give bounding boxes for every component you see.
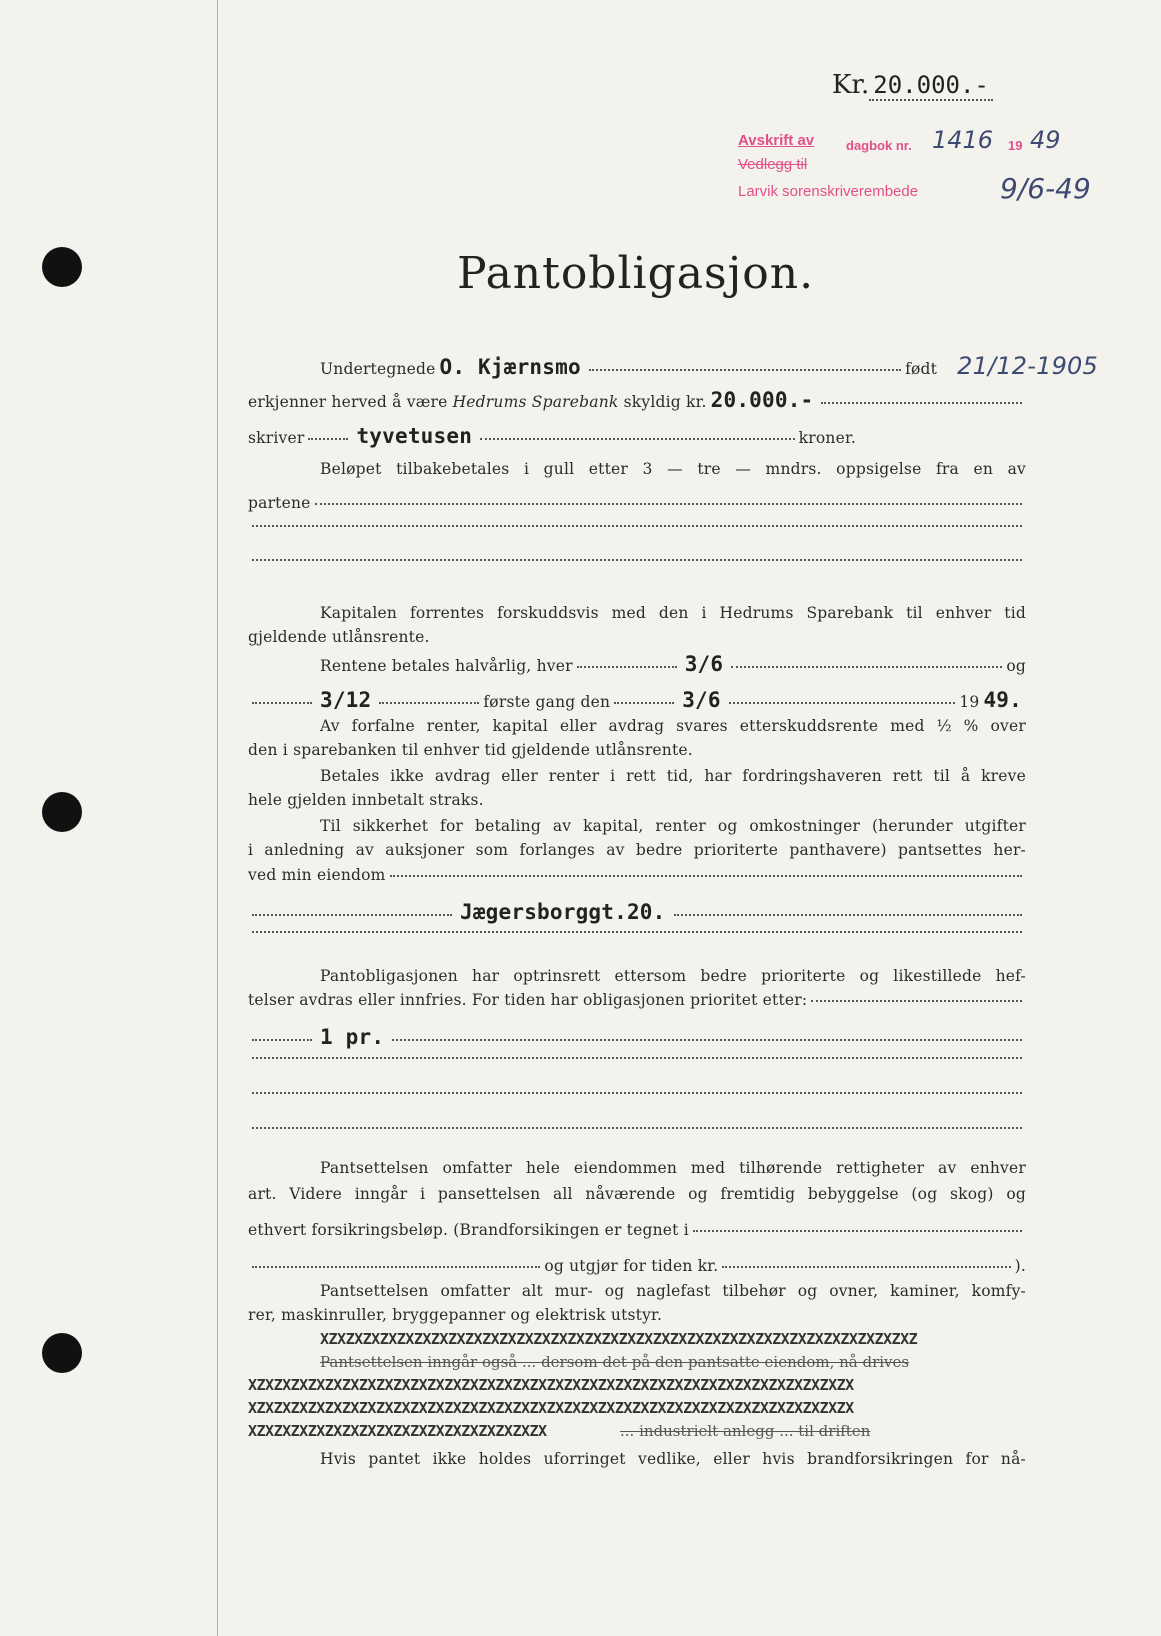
stamp-year: 49 [1030, 126, 1061, 154]
text-line: art. Videre inngår i pansettelsen all nåværende og fremtidig bebyggelse (og skog) og [248, 1185, 1026, 1203]
strikeout-x: XZXZXZXZXZXZXZXZXZXZXZXZXZXZXZXZXZXZXZXZXZXZXZXZXZXZXZXZXZXZXZXZXZXZXZX [248, 1399, 854, 1417]
dotted-fill [252, 1092, 1022, 1094]
property-address: Jægersborggt.20. [460, 900, 666, 924]
stamp-date: 9/6-49 [1000, 172, 1091, 205]
birthdate: 21/12-1905 [957, 352, 1098, 380]
dotted-fill [252, 559, 1022, 561]
dotted-fill [731, 666, 1002, 668]
label: erkjenner herved å være [248, 393, 448, 411]
line-prioritet [248, 991, 1026, 1009]
punch-hole [42, 792, 82, 832]
line-priority [248, 1025, 1026, 1049]
line-forsikring [248, 1221, 1026, 1239]
dotted-fill [252, 1266, 540, 1268]
label: født [905, 360, 938, 378]
interest-date-1: 3/6 [684, 652, 724, 676]
strikeout-x: XZXZXZXZXZXZXZXZXZXZXZXZXZXZXZXZXZXZXZXZXZXZXZXZXZXZXZXZXZXZXZXZXZXZXZX [248, 1376, 854, 1394]
dotted-fill [252, 931, 1022, 933]
text-line: Kapitalen forrentes forskuddsvis med den i Hedrums Sparebank til enhver tid [320, 604, 1026, 622]
loan-amount: 20.000.- [710, 388, 814, 412]
line-utgjor [248, 1257, 1026, 1275]
text-line: gjeldende utlånsrente. [248, 628, 430, 646]
dotted-fill [577, 666, 677, 668]
label: ved min eiendom [248, 866, 386, 884]
stamp-line-office: Larvik sorenskriverembede [738, 183, 919, 200]
dotted-fill [315, 503, 1022, 505]
line-undertegnede [248, 352, 1098, 380]
dotted-fill [308, 438, 348, 440]
dotted-line [248, 1060, 1026, 1062]
dotted-fill [821, 402, 1022, 404]
struck-underlying-text: ... industrielt anlegg ... til driften [620, 1422, 871, 1440]
struck-line [248, 1422, 578, 1440]
line-skriver [248, 424, 1026, 448]
amount-label: Kr. [832, 70, 870, 100]
debtor-name: O. Kjærnsmo [439, 355, 581, 379]
margin-rule [217, 0, 218, 1636]
struck-underlying-text: Pantsettelsen inngår også ... dersom det på den pantsatte eiendom, nå drives [320, 1353, 910, 1371]
dotted-fill [392, 1039, 1022, 1041]
text-line: Betales ikke avdrag eller renter i rett tid, har fordringshaveren rett til å kreve [320, 767, 1026, 785]
document-title: Pantobligasjon. [456, 248, 815, 299]
dotted-line [248, 562, 1026, 564]
first-interest-date: 3/6 [682, 688, 721, 712]
struck-line [248, 1399, 1026, 1417]
interest-date-2: 3/12 [320, 688, 372, 712]
text-line: Pantobligasjonen har optrinsrett ettersom bedre prioriterte og likestillede hef- [320, 967, 1026, 985]
label: og [1006, 657, 1026, 675]
text-line: den i sparebanken til enhver tid gjeldende utlånsrente. [248, 741, 693, 759]
dotted-line [248, 934, 1026, 936]
priority-value: 1 pr. [320, 1025, 385, 1049]
dotted-fill [379, 702, 479, 704]
line-renter [248, 652, 1026, 676]
dotted-line [248, 528, 1026, 530]
label: telser avdras eller innfries. For tiden har obligasjonen prioritet etter: [248, 991, 808, 1009]
line-property [248, 900, 1026, 924]
first-interest-year: 49. [983, 688, 1022, 712]
strikeout-x: XZXZXZXZXZXZXZXZXZXZXZXZXZXZXZXZXZXZXZXZXZXZXZXZXZXZXZXZXZXZXZXZXZXZXZ [320, 1330, 918, 1348]
stamp-line-avskrift: Avskrift av [738, 132, 815, 149]
text-line: Av forfalne renter, kapital eller avdrag svares etterskuddsrente med ½ % over [320, 717, 1026, 735]
label: partene [248, 494, 311, 512]
text-line: i anledning av auksjoner som forlanges av bedre prioriterte panthavere) pantsettes her- [248, 841, 1026, 859]
line-erkjenner [248, 388, 1026, 412]
label: 19 [959, 693, 980, 711]
dotted-fill [252, 702, 312, 704]
dotted-fill [589, 369, 901, 371]
label: Rentene betales halvårlig, hver [320, 657, 573, 675]
dotted-fill [252, 1127, 1022, 1129]
label: og utgjør for tiden kr. [544, 1257, 719, 1275]
strikeout-x: XZXZXZXZXZXZXZXZXZXZXZXZXZXZXZXZXZX [248, 1422, 547, 1440]
dotted-fill [390, 875, 1022, 877]
dotted-line [248, 1130, 1026, 1132]
line-partene [248, 494, 1026, 512]
dotted-fill [614, 702, 674, 704]
dotted-fill [252, 1039, 312, 1041]
line-forste-gang [248, 688, 1026, 712]
text-line: Til sikkerhet for betaling av kapital, renter og omkostninger (herunder utgifter [320, 817, 1026, 835]
struck-line [248, 1376, 1026, 1394]
dotted-fill [252, 525, 1022, 527]
stamp-line-vedlegg: Vedlegg til [738, 156, 808, 173]
text-line: hele gjelden innbetalt straks. [248, 791, 484, 809]
text-line: Pantsettelsen omfatter alt mur- og naglefast tilbehør og ovner, kaminer, komfy- [320, 1282, 1026, 1300]
punch-hole [42, 1333, 82, 1373]
dotted-fill [811, 1000, 1022, 1002]
text-line: Beløpet tilbakebetales i gull etter 3 — tre — mndrs. oppsigelse fra en av [320, 460, 1026, 478]
line-eiendom [248, 866, 1026, 884]
label: Undertegnede [320, 360, 436, 378]
label: kroner. [798, 429, 856, 447]
label: første gang den [483, 693, 611, 711]
dotted-fill [693, 1230, 1022, 1232]
label: ). [1014, 1257, 1027, 1275]
label: ethvert forsikringsbeløp. (Brandforsikingen er tegnet i [248, 1221, 689, 1239]
dagbok-number: 1416 [932, 126, 994, 154]
text-line: rer, maskinruller, bryggepanner og elektrisk utstyr. [248, 1306, 663, 1324]
stamp-year-prefix: 19 [1008, 138, 1023, 153]
dotted-fill [480, 438, 795, 440]
label: skriver [248, 429, 305, 447]
stamp-dagbok-label: dagbok nr. [846, 138, 912, 153]
dotted-fill [674, 914, 1023, 916]
creditor-bank: Hedrums Sparebank [452, 393, 619, 411]
dotted-line [248, 1095, 1026, 1097]
amount-value: 20.000.- [869, 71, 993, 101]
label: skyldig kr. [623, 393, 707, 411]
dotted-fill [722, 1266, 1010, 1268]
dotted-fill [252, 1057, 1022, 1059]
text-line: Pantsettelsen omfatter hele eiendommen med tilhørende rettigheter av enhver [320, 1159, 1026, 1177]
struck-line [248, 1330, 1026, 1348]
amount-header [832, 70, 993, 101]
text-line: Hvis pantet ikke holdes uforringet vedlike, eller hvis brandforsikringen for nå- [320, 1450, 1026, 1468]
dotted-fill [252, 914, 452, 916]
dotted-fill [729, 702, 956, 704]
amount-in-words: tyvetusen [356, 424, 473, 448]
